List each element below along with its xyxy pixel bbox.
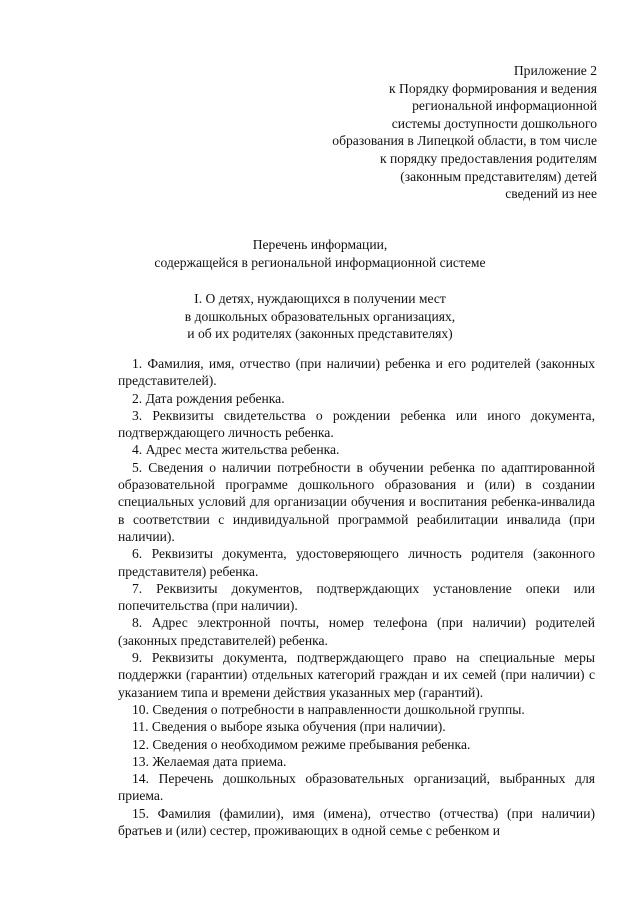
document-title (0, 236, 640, 271)
list-item: 3. Реквизиты свидетельства о рождении ребенка или иного документа, подтверждающего личность ребенка. (118, 407, 595, 441)
title-line: содержащейся в региональной информационной системе (154, 254, 486, 270)
list-item: 8. Адрес электронной почты, номер телефона (при наличии) родителей (законных представителей) ребенка. (118, 615, 595, 648)
appendix-header (332, 62, 597, 203)
list-item: 4. Адрес места жительства ребенка. (132, 442, 340, 458)
list-item: 14. Перечень дошкольных образовательных организаций, выбранных для приема. (118, 771, 595, 804)
section-heading-line: I. О детях, нуждающихся в получении мест (194, 291, 446, 306)
items-list (118, 355, 595, 839)
list-item: 6. Реквизиты документа, удостоверяющего личность родителя (законного представителя) ребенка. (118, 546, 595, 579)
list-item: 5. Сведения о наличии потребности в обучении ребенка по адаптированной образовательной программе дошкольного образования и (или) в создании специальных условий для организации обучения и воспитания ребенка-инвалида в соответствии с индивидуальной программой реабилитации инвалида (при наличии). (118, 459, 595, 544)
list-item: 13. Желаемая дата приема. (132, 753, 287, 769)
list-item: 12. Сведения о необходимом режиме пребывания ребенка. (132, 736, 471, 752)
appendix-line: образования в Липецкой области, в том числе (332, 133, 597, 149)
appendix-line: к Порядку формирования и ведения (389, 80, 597, 96)
list-item: 9. Реквизиты документа, подтверждающего право на специальные меры поддержки (гарантии) отдельных категорий граждан и их семей (при наличии) с указанием типа и времени действия указанных мер (гарантий). (118, 650, 595, 700)
section-heading-line: и об их родителях (законных представителях) (187, 326, 453, 342)
appendix-line: системы доступности дошкольного (391, 115, 597, 131)
appendix-line: Приложение 2 (513, 63, 597, 78)
appendix-line: к порядку предоставления родителям (379, 150, 597, 166)
list-item: 11. Сведения о выборе языка обучения (при наличии). (132, 719, 446, 735)
list-item: 2. Дата рождения ребенка. (132, 390, 285, 406)
list-item: 1. Фамилия, имя, отчество (при наличии) ребенка и его родителей (законных представителей). (118, 356, 595, 389)
appendix-line: (законным представителям) детей (400, 168, 597, 184)
title-line: Перечень информации, (252, 237, 388, 252)
list-item: 15. Фамилия (фамилии), имя (имена), отчество (отчества) (при наличии) братьев и (или) сестер, проживающих в одной семье с ребенком и (118, 805, 595, 839)
section-heading (0, 290, 640, 343)
section-heading-line: в дошкольных образовательных организациях, (184, 308, 456, 324)
list-item: 7. Реквизиты документов, подтверждающих установление опеки или попечительства (при наличии). (118, 580, 595, 614)
appendix-line: сведений из нее (505, 186, 597, 202)
appendix-line: региональной информационной (412, 98, 597, 114)
list-item: 10. Сведения о потребности в направленности дошкольной группы. (132, 701, 525, 717)
